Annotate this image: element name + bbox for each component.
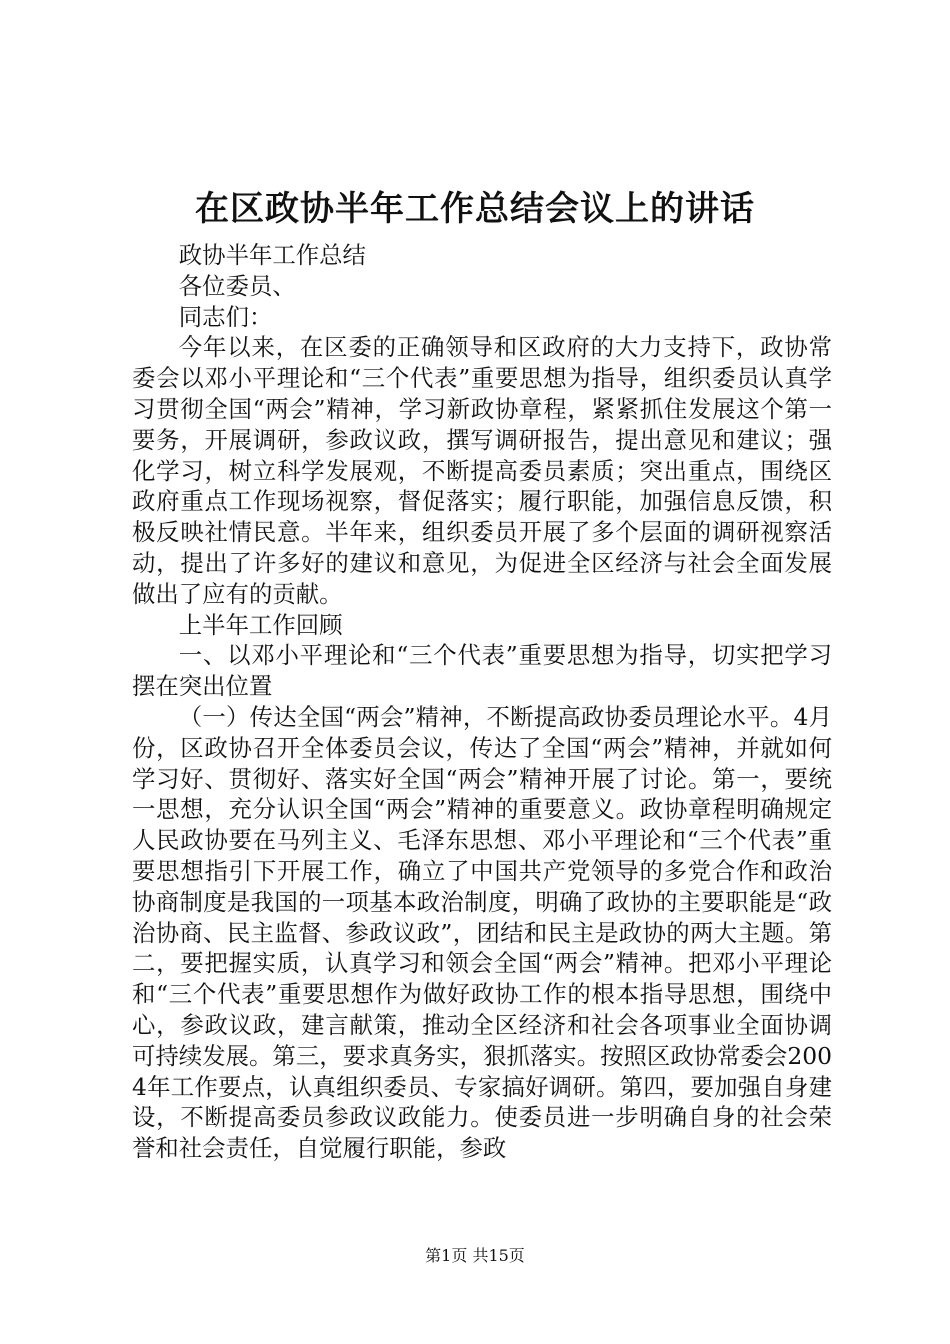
paragraph-salutation-1: 各位委员、 — [178, 271, 296, 300]
paragraph-section-heading: 上半年工作回顾 — [178, 610, 343, 639]
paragraph-salutation-2: 同志们： — [178, 302, 273, 331]
document-body — [132, 240, 832, 1164]
paragraph-intro: 今年以来，在区委的正确领导和区政府的大力支持下，政协常委会以邓小平理论和“三个代表”重要思想为指导，组织委员认真学习贯彻全国“两会”精神，学习新政协章程，紧紧抓住发展这个第一要务，开展调研，参政议政，撰写调研报告，提出意见和建议；强化学习，树立科学发展观，不断提高委员素质；突出重点，围绕区政府重点工作现场视察，督促落实；履行职能，加强信息反馈，积极反映社情民意。半年来，组织委员开展了多个层面的调研视察活动，提出了许多好的建议和意见，为促进全区经济与社会全面发展做出了应有的贡献。 — [132, 333, 832, 608]
document-title: 在区政协半年工作总结会议上的讲话 — [195, 189, 755, 229]
page-number: 第1页 共15页 — [425, 1246, 525, 1265]
paragraph-item-1: （一）传达全国“两会”精神，不断提高政协委员理论水平。4月份，区政协召开全体委员会议，传达了全国“两会”精神，并就如何学习好、贯彻好、落实好全国“两会”精神开展了讨论。第一，要统一思想，充分认识全国“两会”精神的重要意义。政协章程明确规定人民政协要在马列主义、毛泽东思想、邓小平理论和“三个代表”重要思想指引下开展工作，确立了中国共产党领导的多党合作和政治协商制度是我国的一项基本政治制度，明确了政协的主要职能是“政治协商、民主监督、参政议政”，团结和民主是政协的两大主题。第二，要把握实质，认真学习和领会全国“两会”精神。把邓小平理论和“三个代表”重要思想作为做好政协工作的根本指导思想，围绕中心，参政议政，建言献策，推动全区经济和社会各项事业全面协调可持续发展。第三，要求真务实，狠抓落实。按照区政协常委会2004年工作要点，认真组织委员、专家搞好调研。第四，要加强自身建设，不断提高委员参政议政能力。使委员进一步明确自身的社会荣誉和社会责任，自觉履行职能，参政 — [132, 702, 832, 1163]
paragraph-subsection-heading: 一、以邓小平理论和“三个代表”重要思想为指导，切实把学习摆在突出位置 — [132, 641, 832, 701]
paragraph-subtitle: 政协半年工作总结 — [178, 241, 366, 269]
